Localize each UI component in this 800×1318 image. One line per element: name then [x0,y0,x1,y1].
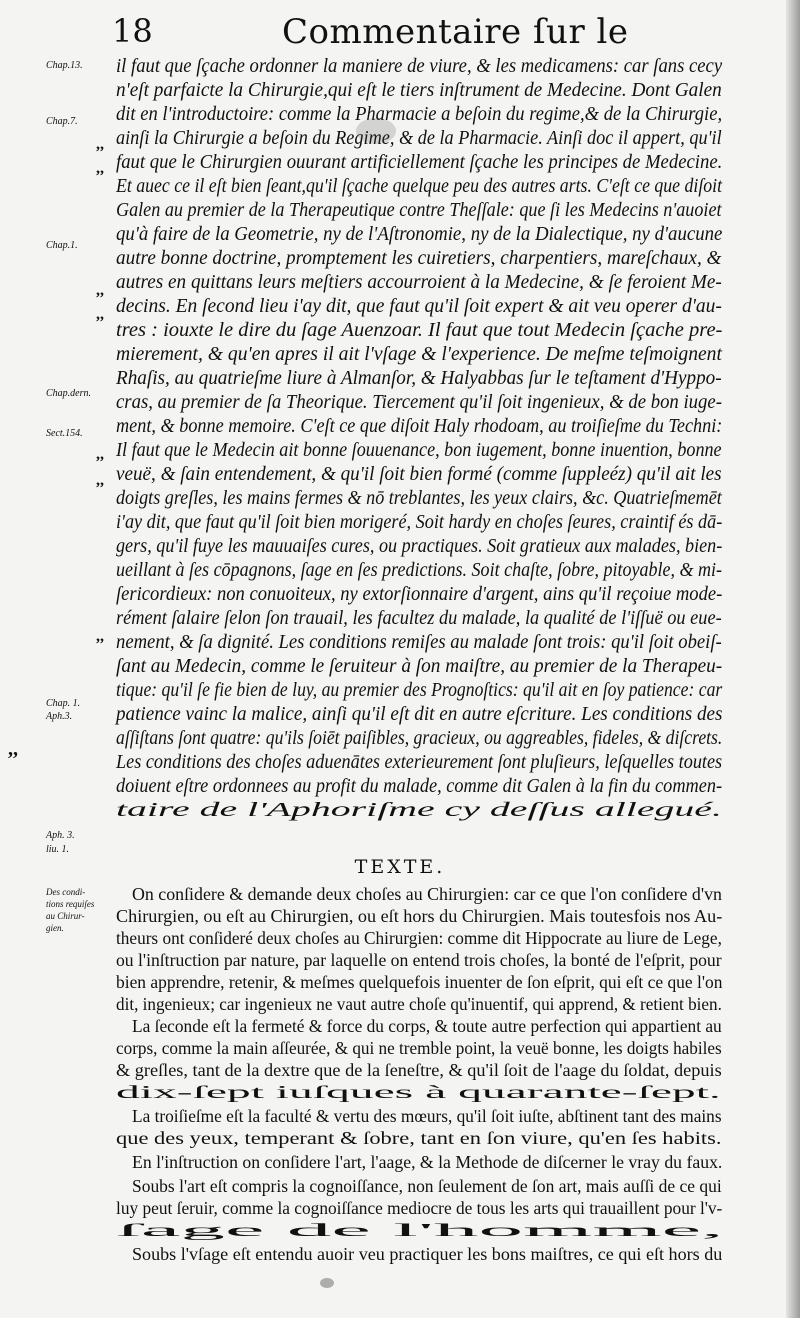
commentary-line: Galen au premier de la Therapeutique contre Theſſale: que ſi les Medecins n'auoiet [116,200,722,221]
stray-mark: ,, [8,738,18,760]
commentary-line: Les conditions des choſes aduenātes exterieurement ſont pluſieurs, leſquelles toutes [116,752,723,773]
quotation-mark: ,, [96,446,104,463]
text-line: En l'inſtruction on conſidere l'art, l'aage, & la Methode de diſcerner le vray du faux. [132,1152,723,1172]
page-edge-shadow [786,0,800,1318]
commentary-line: Et auec ce il eſt bien ſeant,qu'il ſçache quelque peu des autres arts. C'eſt ce que diſoit [116,176,723,197]
text-line: ou l'inſtruction par nature, par laquelle on entend trois choſes, la bonté de l'eſprit, pour [116,950,722,970]
quotation-mark: ,, [96,306,104,323]
page-header [0,8,780,52]
page-number: 18 [112,12,153,50]
commentary-line: autres en quittans leurs meſtiers accourroient à la Medecine, & ſe feroient Me- [116,272,722,293]
commentary-line: decins. En ſecond lieu i'ay dit, que faut qu'il ſoit expert & ait veu operer d'au- [116,296,722,317]
text-line: luy peut ſeruir, comme la cognoiſſance mediocre de tous les arts qui trauaillent pour l'v- [116,1198,723,1218]
text-line: corps, comme la main aſſeurée, & qui ne tremble point, la veuë bonne, les doigts habiles [116,1038,722,1058]
quotation-mark: ,, [96,472,104,489]
commentary-line: n'eſt parfaicte la Chirurgie,qui eſt le tiers inſtrument de Medecine. Dont Galen [116,80,722,101]
margin-note: Sect.154. [46,428,83,439]
text-line: & greſles, tant de la dextre que de la ſeneſtre, & qu'il ſoit de l'aage du ſoldat, depuis [116,1060,722,1080]
commentary-line: ſant au Medecin, comme le ſeruiteur à ſon maiſtre, au premier de la Therapeu- [116,656,723,677]
commentary-line: Il faut que le Medecin ait bonne ſouuenance, bon iugement, bonne inuention, bonne [116,440,722,461]
text-line: dit, ingenieux; car ingenieux ne vaut autre choſe qu'inuentif, qui apprend, & retient bien. [116,994,722,1014]
section-heading: TEXTE. [354,856,446,878]
margin-note: Chap.1. [46,240,78,251]
margin-note: Aph. 3. [46,830,75,841]
commentary-line: taire de l'Aphoriſme cy deſſus allegué. [116,800,722,821]
margin-note: Chap.13. [46,60,83,71]
margin-note: Chap. 1. [46,698,81,709]
commentary-line: nement, & ſa dignité. Les conditions remiſes au malade ſont trois: qu'il ſoit obeiſ- [116,632,722,653]
margin-note: au Chirur- [46,911,85,921]
text-line: Chirurgien, ou eſt au Chirurgien, ou eſt hors du Chirurgien. Mais toutesfois nos Au- [116,906,723,926]
commentary-line: ainſi la Chirurgie a beſoin du Regime, & de la Pharmacie. Ainſi doc il appert, qu'il [116,128,722,149]
commentary-line: Rhaſis, au quatrieſme liure à Almanſor, & Halyabbas ſur le teſtament d'Hyppo- [116,368,722,389]
text-line: Soubs l'art eſt compris la cognoiſſance, non ſeulement de ſon art, mais auſſi de ce qui [132,1176,722,1196]
commentary-line: mierement, & qu'en apres il ait l'vſage & l'experience. De meſme teſmoignent [116,344,722,365]
commentary-line: i'ay dit, que faut qu'il ſoit bien morigeré, Soit hardy en choſes ſeures, craintif és dā- [116,512,723,533]
text-line: que des yeux, temperant & ſobre, tant en ſon viure, qu'en ſes habits. [116,1128,722,1148]
commentary-line: il faut que ſçache ordonner la maniere de viure, & les medicamens: car ſans cecy [116,56,723,77]
text-line: bien apprendre, retenir, & meſmes quelquefois inuenter de ſon eſprit, qui eſt ce que l'on [116,972,723,992]
commentary-line: tres : iouxte le dire du ſage Auenzoar. Il faut que tout Medecin ſçache pre- [116,320,723,341]
commentary-line: ment, & bonne memoire. C'eſt ce que diſoit Haly rhodoam, au troiſieſme du Techni: [116,416,723,437]
commentary-line: cras, au premier de ſa Theorique. Tiercement qu'il ſoit ingenieux, & de bon iuge- [116,392,722,413]
commentary-line: patience vainc la malice, ainſi qu'il eſt dit en autre eſcriture. Les conditions des [116,704,723,725]
commentary-line: autre bonne doctrine, promptement les cuiretiers, charpentiers, mareſchaux, & [116,248,722,269]
commentary-line: tique: qu'il ſe fie bien de luy, au premier des Prognoſtics: qu'il ait en ſoy patience: car [116,680,723,701]
commentary-line: faut que le Chirurgien ouurant artificiellement ſçache les principes de Medecine. [116,152,723,173]
margin-note: tions requiſes [46,899,95,909]
commentary-line: gers, qu'il fuye les mauuaiſes cures, ou practiques. Soit gratieux aux malades, bien- [116,536,723,557]
margin-note: Chap.dern. [46,388,91,399]
commentary-line: rément ſalaire ſelon ſon trauail, les facultez du malade, la qualité de l'iſſuë ou eue- [116,608,722,629]
margin-note: Des condi- [46,887,86,897]
commentary-line: ueillant à ſes cōpagnons, ſage en ſes predictions. Soit chaſte, ſobre, pitoyable, & mi- [116,560,723,581]
margin-note: liu. 1. [46,844,70,855]
commentary-line: qu'à faire de la Geometrie, ny de l'Aſtronomie, ny de la Dialectique, ny d'aucune [116,224,723,245]
commentary-line: doiuent eſtre ordonnees au profit du malade, comme dit Galen à la fin du commen- [116,776,723,797]
commentary-line: dit en l'introductoire: comme la Pharmacie a beſoin du regime,& de la Chirurgie, [116,104,723,125]
commentary-line: aſſiſtans ſont quatre: qu'ils ſoiēt paiſibles, gracieux, ou aggreables, fideles, & diſcrets. [116,728,723,749]
commentary-line: doigts greſles, les mains fermes & nō treblantes, les yeux clairs, &c. Quatrieſmemēt [116,488,722,509]
text-line: dix-ſept iuſques à quarante-ſept. [116,1082,721,1102]
margin-note: Aph.3. [46,711,73,722]
quotation-mark: ,, [96,136,104,153]
quotation-mark: ,, [96,628,104,645]
ink-smudge [320,1278,334,1288]
text-line: theurs ont conſideré deux choſes au Chirurgien: comme dit Hippocrate au liure de Lege, [116,928,722,948]
ink-smudge [356,118,396,144]
margin-note: gien. [46,923,64,933]
text-line: Soubs l'vſage eſt entendu auoir veu practiquer les bons maiſtres, ce qui eſt hors du [132,1244,723,1264]
margin-note: Chap.7. [46,116,78,127]
commentary-line: veuë, & ſain entendement, & qu'il ſoit bien formé (comme ſuppleéz) qu'il ait les [116,464,722,485]
text-line: ſage de l'homme, [116,1220,724,1240]
running-title: Commentaire ſur le [282,12,629,52]
quotation-mark: ,, [96,282,104,299]
text-line: La ſeconde eſt la fermeté & force du corps, & toute autre perfection qui appartient au [132,1016,722,1036]
commentary-line: ſericordieux: non conuoiteux, ny extorſionnaire d'argent, ains qu'il reçoiue mode- [116,584,723,605]
text-line: La troiſieſme eſt la faculté & vertu des mœurs, qu'il ſoit iuſte, abſtinent tant des mains [132,1106,722,1126]
text-line: On conſidere & demande deux choſes au Chirurgien: car ce que l'on conſidere d'vn [132,884,722,904]
quotation-mark: ,, [96,160,104,177]
